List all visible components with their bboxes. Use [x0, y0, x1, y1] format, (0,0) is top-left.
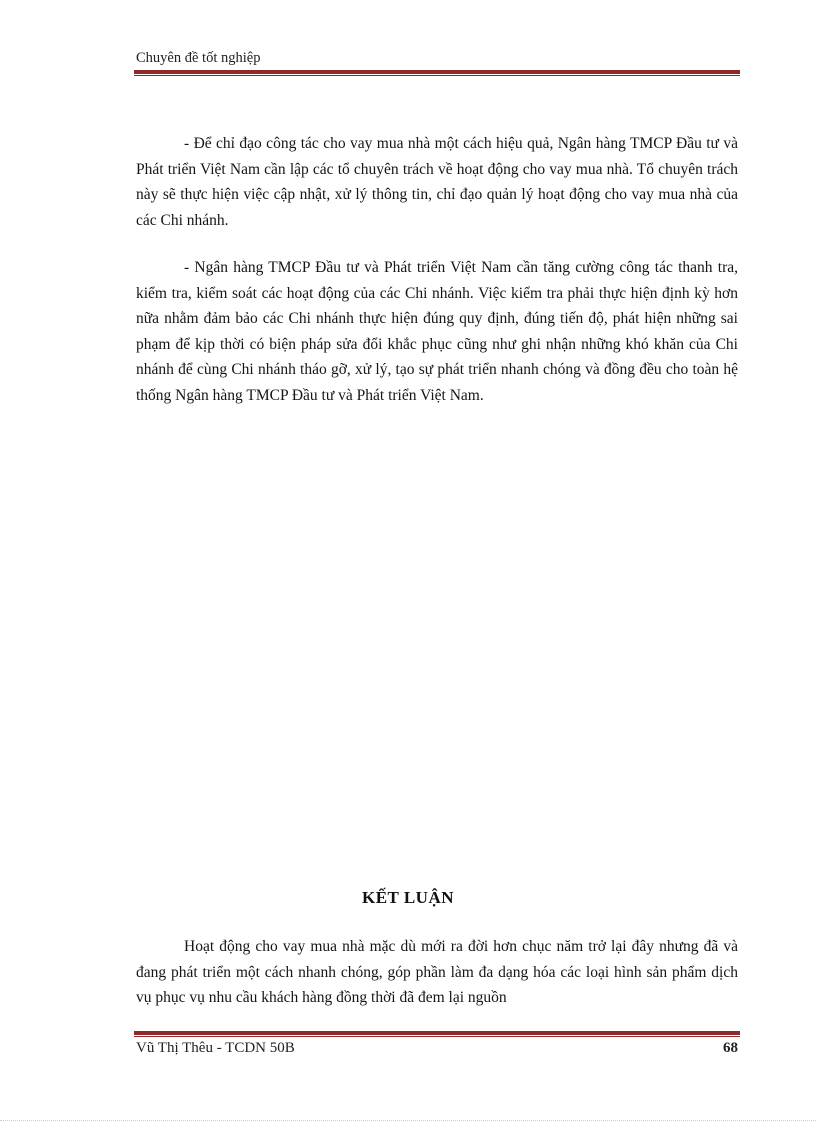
- body-paragraph-2: - Ngân hàng TMCP Đầu tư và Phát triển Việt Nam cần tăng cường công tác thanh tra, kiểm tra, kiểm soát các hoạt động của các Chi nhánh. Việc kiểm tra phải thực hiện định kỳ hơn nữa nhằm đảm bảo các Chi nhánh thực hiện đúng quy định, đúng tiến độ, phát hiện những sai phạm để kịp thời có biện pháp sửa đổi khắc phục cũng như ghi nhận những khó khăn của Chi nhánh để cùng Chi nhánh tháo gỡ, xử lý, tạo sự phát triển nhanh chóng và đồng đều cho toàn hệ thống Ngân hàng TMCP Đầu tư và Phát triển Việt Nam.: [136, 259, 738, 404]
- footer-author: Vũ Thị Thêu - TCDN 50B: [136, 1040, 295, 1056]
- page-header-title: Chuyên đề tốt nghiệp: [136, 50, 261, 66]
- footer-rule-thick: [134, 1031, 740, 1035]
- footer-rule: [134, 1031, 740, 1037]
- header-rule-thick: [134, 70, 740, 74]
- footer-page-number: 68: [723, 1040, 738, 1056]
- body-paragraph-1: - Để chỉ đạo công tác cho vay mua nhà một cách hiệu quả, Ngân hàng TMCP Đầu tư và Phát triển Việt Nam cần lập các tổ chuyên trách về hoạt động cho vay mua nhà. Tổ chuyên trách này sẽ thực hiện việc cập nhật, xử lý thông tin, chỉ đạo quản lý hoạt động cho vay mua nhà của các Chi nhánh.: [136, 135, 738, 229]
- conclusion-paragraph: Hoạt động cho vay mua nhà mặc dù mới ra đời hơn chục năm trở lại đây nhưng đã và đang phát triển một cách nhanh chóng, góp phần làm đa dạng hóa các loại hình sản phẩm dịch vụ phục vụ nhu cầu khách hàng đồng thời đã đem lại nguồn: [136, 938, 738, 1006]
- page-bottom-border: [0, 1120, 816, 1121]
- header-rule-thin: [134, 75, 740, 76]
- conclusion-heading: KẾT LUẬN: [361, 888, 454, 907]
- footer-rule-thin: [134, 1036, 740, 1037]
- header-rule: [134, 70, 740, 76]
